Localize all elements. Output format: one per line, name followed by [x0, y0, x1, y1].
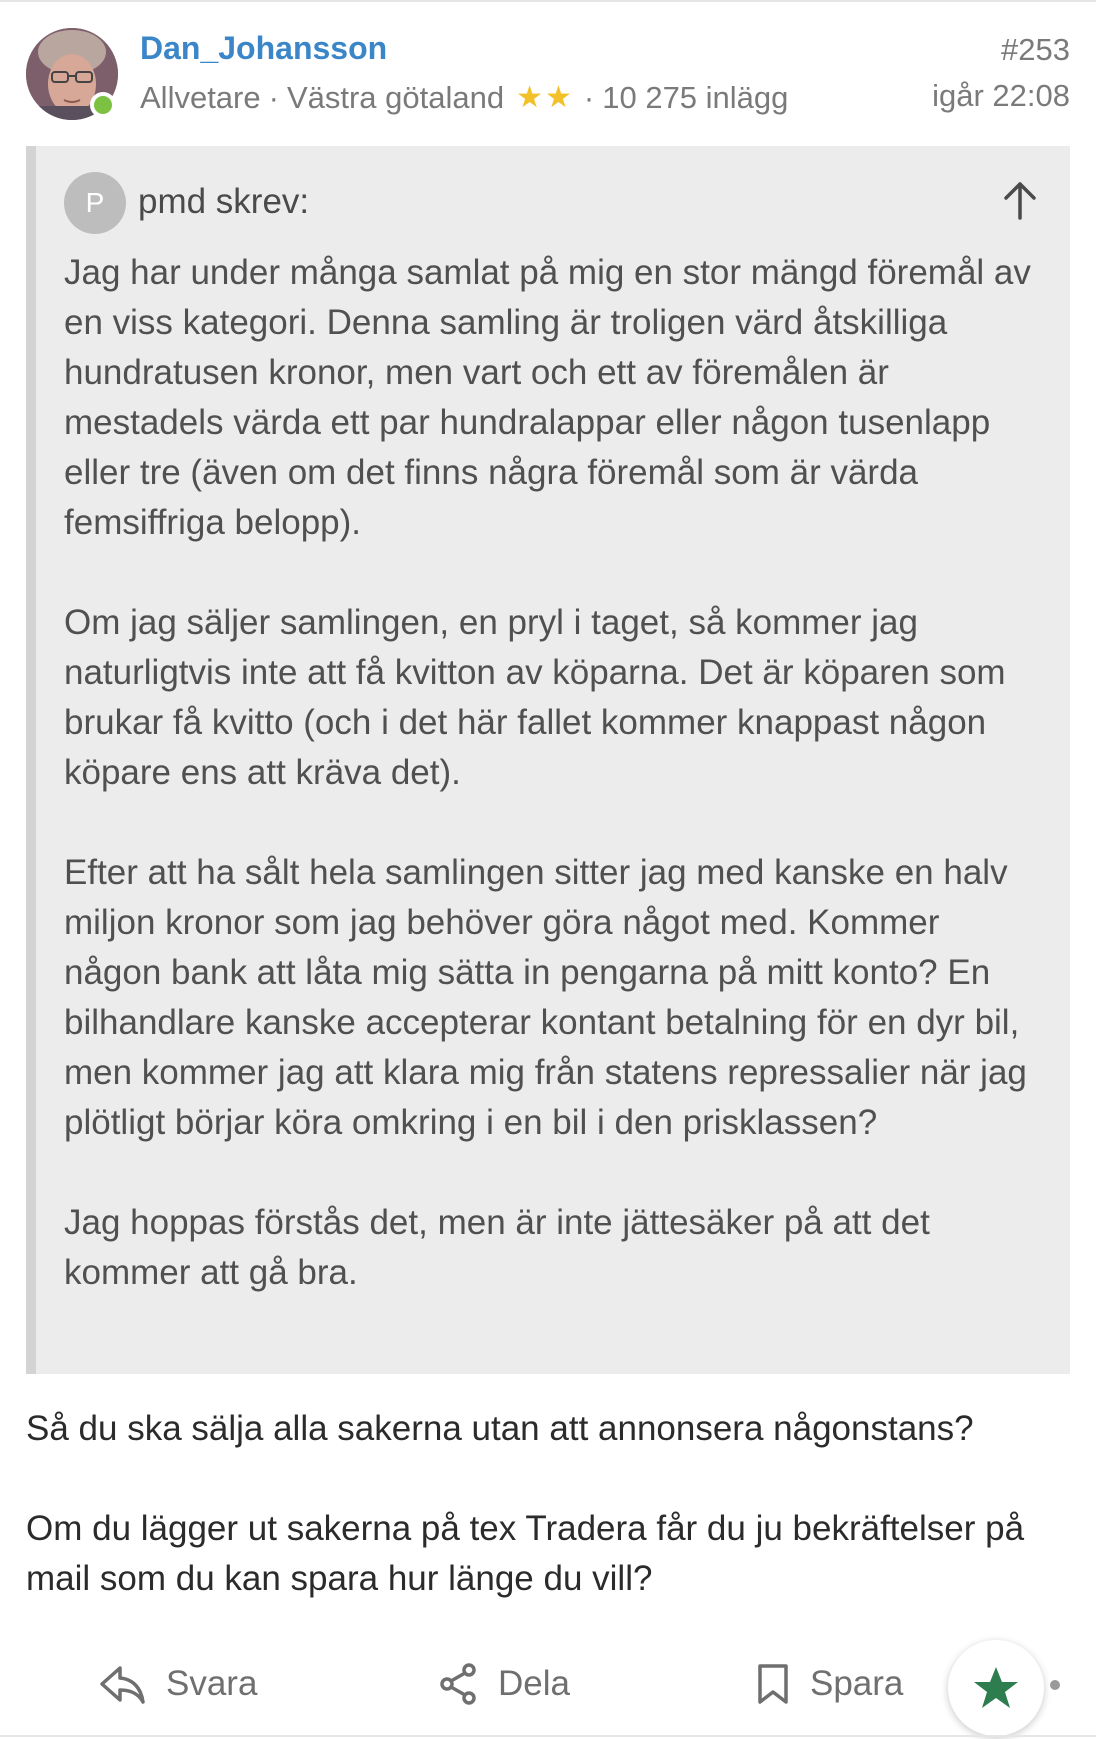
post-paragraph: Om du lägger ut sakerna på tex Tradera får du ju bekräftelser på mail som du kan spara hur länge du vill? — [26, 1509, 1025, 1598]
user-meta — [140, 78, 788, 118]
meta-separator: · — [583, 80, 595, 115]
user-post-count: 10 275 inlägg — [602, 80, 789, 115]
meta-separator: · — [268, 80, 279, 115]
quoted-post — [26, 146, 1070, 1374]
bookmark-icon — [756, 1663, 790, 1705]
quote-paragraph: Om jag säljer samlingen, en pryl i taget, så kommer jag naturligtvis inte att få kvitton av köparna. Det är köparen som brukar få kvitto (och i det här fallet kommer knappast någon köpare ens att kräva det). — [64, 603, 1006, 792]
reply-label: Svara — [166, 1664, 258, 1703]
save-label: Spara — [810, 1664, 904, 1703]
react-star-button[interactable] — [948, 1640, 1044, 1736]
star-icon: ★ — [545, 81, 572, 114]
user-region: Västra götaland — [286, 80, 505, 115]
user-rank: Allvetare — [140, 80, 261, 115]
quote-paragraph: Efter att ha sålt hela samlingen sitter jag med kanske en halv miljon kronor som jag behöver göra något med. Kommer någon bank att låta mig sätta in pengarna på mitt konto? En bilhandlare kanske accepterar kontant betalning för en dyr bil, men kommer jag att klara mig från statens repressalier när jag plötligt börjar köra omkring i en bil i den prisklassen? — [64, 853, 1027, 1142]
arrow-up-icon[interactable] — [1000, 178, 1040, 222]
reply-icon — [98, 1662, 146, 1706]
post-timestamp: igår 22:08 — [932, 78, 1070, 113]
quote-paragraph: Jag hoppas förstås det, men är inte jättesäker på att det kommer att gå bra. — [64, 1203, 930, 1292]
more-indicator[interactable] — [1050, 1680, 1060, 1690]
user-rating — [516, 83, 574, 113]
share-button[interactable] — [438, 1654, 570, 1714]
post-body — [26, 1404, 1076, 1604]
post-action-bar — [0, 1640, 1096, 1728]
star-icon: ★ — [516, 81, 543, 114]
reply-button[interactable] — [98, 1654, 257, 1714]
save-button[interactable] — [756, 1654, 903, 1714]
post-header — [0, 0, 1096, 140]
quote-author-line: pmd skrev: — [138, 182, 310, 221]
star-icon — [972, 1665, 1020, 1711]
post-number-link[interactable]: #253 — [1001, 32, 1070, 67]
online-status-indicator — [90, 92, 116, 118]
share-label: Dela — [498, 1664, 570, 1703]
post-paragraph: Så du ska sälja alla sakerna utan att annonsera någonstans? — [26, 1409, 974, 1448]
quote-text — [64, 248, 1044, 1298]
quote-author-avatar: P — [64, 172, 126, 234]
share-icon — [438, 1662, 478, 1706]
username-link[interactable]: Dan_Johansson — [140, 30, 388, 66]
quote-paragraph: Jag har under många samlat på mig en stor mängd föremål av en viss kategori. Denna samling är troligen värd åtskilliga hundratusen kronor, men vart och ett av föremålen är mestadels värda ett par hundralappar eller någon tusenlapp eller tre (även om det finns några föremål som är värda femsiffriga belopp). — [64, 253, 1031, 542]
bottom-divider — [0, 1735, 1096, 1737]
